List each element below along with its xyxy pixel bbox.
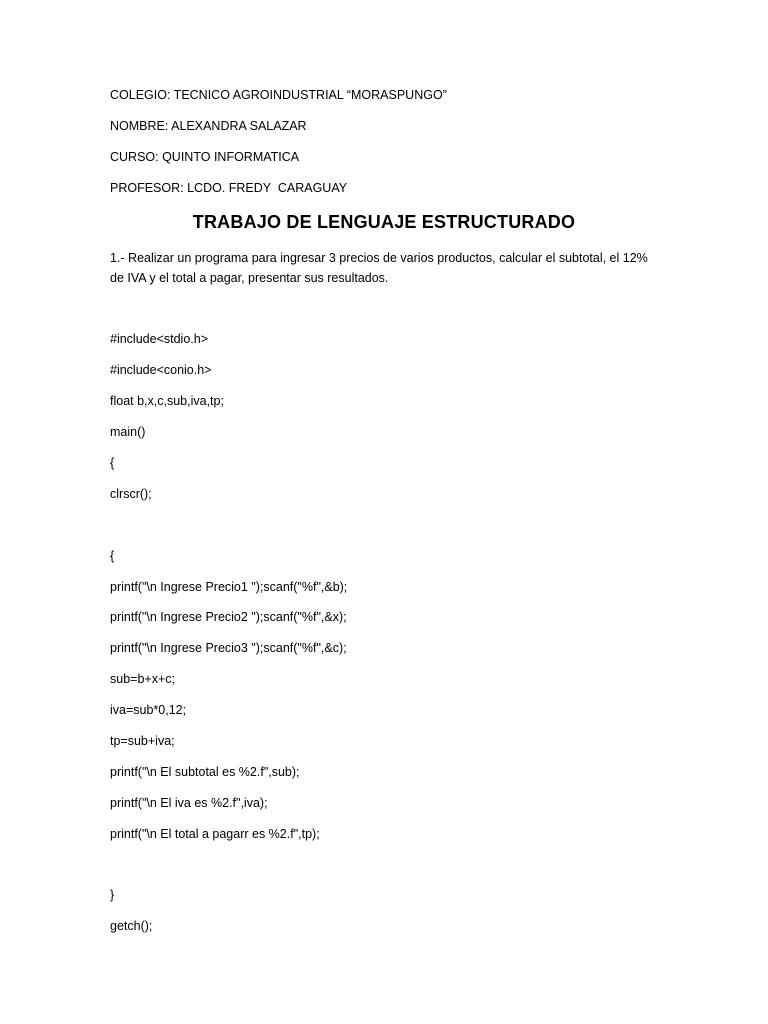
code-line: printf("\n Ingrese Precio2 ");scanf("%f",&x); bbox=[110, 610, 347, 624]
code-line: #include<conio.h> bbox=[110, 363, 212, 377]
code-line: { bbox=[110, 456, 115, 470]
header-curso: CURSO: QUINTO INFORMATICA bbox=[110, 150, 300, 164]
header-colegio: COLEGIO: TECNICO AGROINDUSTRIAL “MORASPUNGO” bbox=[110, 88, 447, 102]
code-line: printf("\n Ingrese Precio3 ");scanf("%f",&c); bbox=[110, 641, 347, 655]
code-line: tp=sub+iva; bbox=[110, 734, 175, 748]
code-line: #include<stdio.h> bbox=[110, 332, 208, 346]
code-line: iva=sub*0,12; bbox=[110, 703, 187, 717]
code-line: } bbox=[110, 888, 115, 902]
code-line: { bbox=[110, 549, 115, 563]
code-line: float b,x,c,sub,iva,tp; bbox=[110, 394, 224, 408]
code-line: clrscr(); bbox=[110, 487, 152, 501]
exercise-statement: 1.- Realizar un programa para ingresar 3 precios de varios productos, calcular el subtotal, el 12% de IVA y el total a pagar, presentar sus resultados. bbox=[110, 251, 648, 285]
code-line: printf("\n El subtotal es %2.f",sub); bbox=[110, 765, 300, 779]
header-profesor: PROFESOR: LCDO. FREDY CARAGUAY bbox=[110, 181, 348, 195]
code-line: sub=b+x+c; bbox=[110, 672, 175, 686]
code-line: printf("\n El iva es %2.f",iva); bbox=[110, 796, 268, 810]
code-line: printf("\n El total a pagarr es %2.f",tp); bbox=[110, 827, 320, 841]
header-nombre: NOMBRE: ALEXANDRA SALAZAR bbox=[110, 119, 307, 133]
code-line: main() bbox=[110, 425, 146, 439]
code-line: printf("\n Ingrese Precio1 ");scanf("%f",&b); bbox=[110, 580, 348, 594]
document-title: TRABAJO DE LENGUAJE ESTRUCTURADO bbox=[192, 212, 576, 232]
code-line: getch(); bbox=[110, 919, 153, 933]
